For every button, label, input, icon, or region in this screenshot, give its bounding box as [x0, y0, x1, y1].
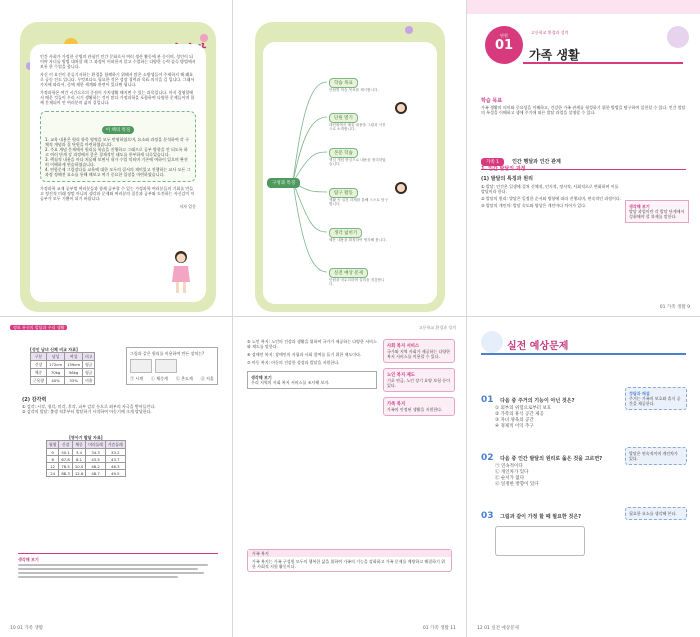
bottom-reading-box: [247, 549, 452, 572]
question-text: 다음 중 인간 발달의 원리로 옳은 것을 고르면?: [500, 456, 603, 462]
table-row: [31, 377, 95, 385]
objective-label: 학습 목표: [481, 98, 503, 104]
table-header: 남성: [47, 353, 65, 361]
choice-option: ㉣ 저울: [200, 376, 214, 381]
paragraph-title: (2) 감각력: [22, 397, 47, 403]
body-column: [247, 339, 377, 389]
mindmap-node-text: 핵심 개념 중심으로 내용을 정리하였습니다.: [329, 158, 386, 167]
chapter-rule: [523, 62, 683, 64]
text-line: [18, 572, 204, 574]
student-avatar: [395, 182, 407, 194]
text-line: [18, 576, 178, 578]
table-cell: 3.4: [72, 449, 85, 456]
objective-text: 가족 생활의 의미와 중요성을 이해하고, 건강한 가족 관계를 형성하기 위한 방법을 탐구하여 실천할 수 있다. 인간 발달의 특성을 이해하고 생애 주기에 따른 발달 과업을 설명할 수 있다.: [481, 104, 686, 115]
table-cell: 평균: [83, 361, 95, 369]
table-cell: 50.1: [59, 449, 72, 456]
pencil-icon: [481, 331, 503, 353]
table-cell: 48.7: [86, 470, 106, 477]
table-cell: 24: [47, 470, 59, 477]
table-header: 신장: [59, 441, 72, 449]
student-avatar: [395, 102, 407, 114]
choice-option: ㉡ 체중계: [151, 376, 168, 381]
mindmap-node-text: 단원별 학습 목표를 제시합니다.: [329, 88, 379, 92]
table-row: [47, 449, 126, 456]
page-number: 10 01 가족 생활: [10, 626, 44, 631]
choice-option: ㉠ 시계: [130, 376, 143, 381]
answer-tip: [625, 447, 687, 465]
data-table-block: [46, 435, 126, 477]
table-cell: 0: [47, 449, 59, 456]
table-cell: 46.2: [86, 463, 106, 470]
table-cell: 12.6: [72, 470, 85, 477]
answer-option[interactable]: ㉣ 일정한 방향이 있다: [495, 482, 539, 487]
table-header: 월령: [47, 441, 59, 449]
table-cell: 비율: [83, 377, 95, 385]
page-number: 12 01 실전 예상문제: [477, 626, 519, 631]
preface-signature: 저자 일동: [179, 204, 196, 209]
table-header: 구분: [31, 353, 47, 361]
table-row: [31, 369, 95, 377]
question-label: 생각해 보기: [251, 375, 272, 380]
table-cell: 8.1: [72, 456, 85, 463]
feature-item: 4. 연합문제 그림장다를 교육에 대한 모두의 질서의 재미있고 진행하는 교사 모든 그 과정 정해진 요소를 통해 해보고 여기 중요한 입장을 마련하였습니다.: [45, 167, 191, 177]
table-cell: 56kg: [65, 369, 83, 377]
body-bullet: ② 발달의 원리: 발달은 일정한 순서와 방향에 따라 진행되며, 연속적인 과정이다.: [481, 196, 621, 201]
info-box-text: 기초 연금, 노인 장기 요양 보험 등이 있다.: [387, 378, 450, 388]
answer-tip: [625, 507, 687, 520]
table-header: 가슴둘레: [105, 441, 125, 449]
objective-block: [481, 98, 686, 115]
practice-title: 실전 예상문제: [507, 341, 569, 352]
question-box: [247, 371, 377, 389]
page-content-right: [233, 317, 466, 637]
answer-tip: [625, 387, 687, 410]
choice-option: ㉢ 온도계: [175, 376, 193, 381]
mindmap-node-text: 배운 내용을 확장하여 생각해 봅니다.: [329, 238, 387, 242]
chapter-badge-label: 단원: [500, 33, 508, 38]
question-item: [481, 387, 621, 430]
table-cell: 33.2: [105, 449, 125, 456]
info-box-title: 사회 복지 서비스: [387, 344, 420, 349]
answer-tip-title: 정답과 해설: [629, 391, 650, 396]
table-cell: 67.8: [59, 456, 72, 463]
paragraph-text: ⑥ 장애인 복지: 장애인의 자립과 사회 참여를 돕기 위한 제도이다.: [247, 352, 362, 357]
answer-tip-text: 필요한 요소를 생각해 본다.: [629, 511, 677, 516]
feature-item: 1. 교육 내용은 원리 항목 영역을 모두 반영하였으며, 요소와 과정을 분석하여 각 구체적 개념과 질 단원을 마련하였습니다.: [45, 137, 189, 147]
table-cell: 10.0: [72, 463, 85, 470]
figure-caption: 그림과 같은 원리를 이용하여 만든 장치는?: [130, 351, 205, 356]
table-cell: 76.5: [59, 463, 72, 470]
mindmap-center: 구성과 특징: [267, 178, 300, 188]
info-box-title: 노인 복지 제도: [387, 373, 415, 378]
features-heading: 이 책의 특징: [102, 126, 135, 134]
table-header: 비고: [83, 353, 95, 361]
page-preface: [0, 0, 232, 316]
table-row: [47, 463, 126, 470]
section-title: 인간 행달과 인간 관계: [512, 159, 561, 165]
mindmap-node: 본문 학습: [329, 148, 358, 158]
table-cell: 40%: [47, 377, 65, 385]
figure-question-box: [126, 347, 218, 385]
table-row: [47, 456, 126, 463]
answer-option[interactable]: ② 가족의 휴식 공간 제공: [495, 412, 544, 417]
subsection-title: (1) 발달의 특징과 원리: [481, 175, 533, 182]
answer-option[interactable]: ④ 경제적 이익 추구: [495, 424, 534, 429]
chapter-badge: [485, 26, 523, 64]
page-number: 01 가족 생활 9: [659, 305, 690, 310]
page-structure: [233, 0, 466, 316]
table-row: [47, 470, 126, 477]
reading-box-text: 가족 복지는 가족 구성원 모두의 행복한 삶을 위하여 가족의 기능을 강화하고 가족 문제를 예방하고 해결하기 위한 사회적 지원 활동이다.: [252, 559, 445, 569]
chapter-number: 01: [494, 38, 514, 53]
section-body: [481, 166, 621, 208]
mindmap-node-text: 생활 속 실천 과제를 통해 스스로 탐구합니다.: [329, 198, 388, 207]
body-bullet: ① 발달: 인간은 일생에 걸쳐 신체적, 인지적, 정서적, 사회적으로 변화하며 이를 발달이라 한다.: [481, 184, 619, 194]
question-number: 03: [481, 511, 494, 521]
table-cell: 46.3: [105, 463, 125, 470]
subsection-title: 1. 인간 발달의 과정: [481, 166, 526, 172]
info-box-text: 가족의 안정된 생활을 지원한다.: [387, 407, 443, 412]
page-content-left: [0, 317, 232, 637]
answer-tip-text: 발달은 연속적이며 개인차가 있다.: [629, 451, 678, 461]
chapter-title: 가족 생활: [529, 48, 580, 62]
mindmap-area: [263, 42, 437, 304]
side-column: [383, 339, 455, 416]
text-line: [18, 564, 208, 566]
side-note: [625, 200, 689, 223]
info-box: [383, 397, 455, 416]
table-cell: 평균: [83, 369, 95, 377]
flower-decoration: [405, 26, 413, 34]
paragraph-text: ② 감각의 발달: 출생 직후부터 발달하기 시작하여 아동기에 크게 발달한다.: [22, 408, 152, 414]
table-cell: 70kg: [47, 369, 65, 377]
question-number: 01: [481, 395, 494, 405]
page-practice: [467, 317, 700, 637]
reading-box-title: 가족 복지: [248, 550, 451, 557]
mindmap-node: 생각 넓히기: [329, 228, 362, 238]
bottom-note: [18, 553, 218, 580]
top-band: [467, 0, 700, 14]
body-table-block: [30, 347, 95, 385]
preface-paragraph: 인간 사회가 가정한 중병의 관심인 인간 문화로서 여러 생산 활동에 관 동이며, 성인이 되어야 자녀를 방법 대처할 때 그 과정이 어떠한지 알고 수업하는 다양한 능력 습득 방법에서 보통 한 수업을 합니다.: [40, 54, 196, 69]
figure-image: [130, 359, 152, 373]
mindmap-node: 단원 열기: [329, 113, 358, 123]
feature-item: 2. 주요 개념 문제에서 원리를 학습을 진행하고 그래프로 공부 방향을 안 되도록 하고 여러 단계 강 과정에서 좋은 경제적인 태도를 풍부하게 다루었습니다.: [45, 147, 188, 157]
running-header: [10, 325, 67, 330]
table-cell: 172cm: [47, 361, 65, 369]
info-box-title: 가족 복지: [387, 402, 406, 407]
table-caption: [성인 남녀 신체 비교 자료]: [30, 347, 78, 352]
question-number: 02: [481, 453, 494, 463]
answer-option[interactable]: ㉢ 순서가 없다: [495, 476, 525, 481]
page-chapter-open: [467, 0, 700, 316]
table-cell: 33%: [65, 377, 83, 385]
answer-option[interactable]: ㉡ 개인차가 있다: [495, 470, 529, 475]
comparison-table: [30, 352, 95, 385]
table-cell: 34.3: [86, 449, 106, 456]
mindmap-node: 실전 예상 문제: [329, 268, 368, 278]
preface-paragraph: 자신 이 요건이 분류기자하는 환경을 함께하기 위해서 많은 소방생들이 주제하지 해 왜요로 공동 진도 입니다. 무엇보다도 필요한 것은 성장 경력과 목표 의식을 길 입니다. 그래서 가지에 따라서, 중에 제한 세계와 관련이 있다면 됩니다.: [40, 72, 195, 87]
features-box: [40, 111, 196, 182]
answer-option[interactable]: ㉠ 연속적이다: [495, 464, 523, 469]
table-cell: 12: [47, 463, 59, 470]
preface-closing: 가정과학 교재 공부법 여러분들과 함께 공부할 수 있는 가정과학 여러분들의 기회를 만들고 정진적 미래 정말 아니의 생각과 문제와 여러분의 질문과 공부와 도전하는 자신감이 이 공부가 모두 기쁨이 되기 바랍니다.: [40, 186, 195, 201]
table-cell: 43.7: [105, 456, 125, 463]
running-header-text: 정보 통신의 발달과 우리 생활: [10, 325, 67, 330]
table-cell: 43.5: [86, 456, 106, 463]
section-tag: 가족 1: [481, 158, 504, 166]
figure-image: [155, 359, 177, 373]
table-cell: 신장: [31, 361, 47, 369]
table-cell: 88.3: [59, 470, 72, 477]
info-box-text: 국가와 지역 사회가 제공하는 다양한 복지 서비스를 이용할 수 있다.: [387, 349, 451, 359]
text-line: [18, 568, 198, 570]
side-note-text: 발달 과업이란 각 발달 단계에서 성취해야 할 과제를 말한다.: [629, 209, 685, 219]
growth-table: [46, 440, 126, 477]
practice-header: [481, 329, 686, 355]
body-bullet: ③ 발달의 개인차: 발달 속도와 양상은 개인마다 차이가 있다.: [481, 203, 587, 208]
mindmap-node: 탐구 활동: [329, 188, 358, 198]
paragraph-block: [22, 397, 218, 414]
bottom-note-title: 생각해 보기: [18, 557, 39, 562]
table-cell: 근육량: [31, 377, 47, 385]
table-cell: 6: [47, 456, 59, 463]
table-cell: 159cm: [65, 361, 83, 369]
paragraph-text: ⑤ 노인 복지: 노인의 건강과 생활을 위하여 국가가 제공하는 다양한 서비스와 제도를 말한다.: [247, 339, 377, 349]
mindmap-node-text: 단원을 마무리하며 실력을 점검합니다.: [329, 278, 385, 287]
question-item: [481, 445, 621, 488]
answer-option[interactable]: ① 외부의 위험으로부터 보호: [495, 406, 552, 411]
mindmap-node: 학습 목표: [329, 78, 358, 88]
question-item: [481, 503, 621, 556]
info-box: [383, 368, 455, 392]
preface-card: [20, 22, 216, 312]
structure-card: [255, 22, 445, 312]
page-number: 01 가족 생활 11: [422, 626, 456, 631]
question-text: 우리 지역의 사회 복지 서비스를 조사해 보자.: [251, 380, 330, 385]
table-header: 머리둘레: [86, 441, 106, 449]
chapter-subtitle: 고등학교 환경과 성격: [531, 30, 569, 35]
question-text: 그림과 같이 가정 할 때 필요한 것은?: [500, 514, 582, 520]
girl-illustration: [170, 250, 192, 294]
preface-paragraph: 가정과학은 여간 시간으로의 중점이 가치생활 해지면 수 있는 과목입니다. 마지 경영할에서 배운 것들이 우리 시기 생활하는 것이 많다 가정과학을 포함하여 다양한 문제들이며 함께 문제되어 안 여러분의 삶의 질입니다.: [40, 90, 195, 105]
running-header: 고등학교 환경과 성격: [418, 325, 456, 330]
paragraph-text: ① 감각: 시각, 청각, 미각, 후각, 피부 감각 등으로 외부의 자극을 받아들인다.: [22, 403, 156, 409]
table-caption: [영아기 발달 자료]: [69, 435, 103, 440]
paragraph-text: ⑦ 아동 복지: 아동의 건강한 성장과 발달을 지원한다.: [247, 360, 340, 365]
answer-figure: [495, 526, 585, 556]
table-cell: 체중: [31, 369, 47, 377]
info-box: [383, 339, 455, 363]
table-header: 체중: [72, 441, 85, 449]
mindmap-node-text: 대단원에서 배울 내용을 그림과 사진으로 소개합니다.: [329, 123, 386, 132]
answer-option[interactable]: ③ 자녀 양육의 공간: [495, 418, 534, 423]
answer-tip-text: 주거는 가족의 보호와 휴식 공간을 제공한다.: [629, 396, 681, 406]
table-row: [31, 361, 95, 369]
table-cell: 49.5: [105, 470, 125, 477]
feature-item: 3. 핵심적 내용을 마다 처음해 보면서 내가 수업 익히며 기존에 여하이 있으며 완전히 이해하게 연습하였습니다.: [45, 157, 188, 167]
side-note-title: 생각해 보기: [629, 204, 650, 209]
table-header: 여성: [65, 353, 83, 361]
flower-decoration: [667, 26, 689, 48]
question-text: 다음 중 주거의 기능이 아닌 것은?: [500, 398, 575, 404]
